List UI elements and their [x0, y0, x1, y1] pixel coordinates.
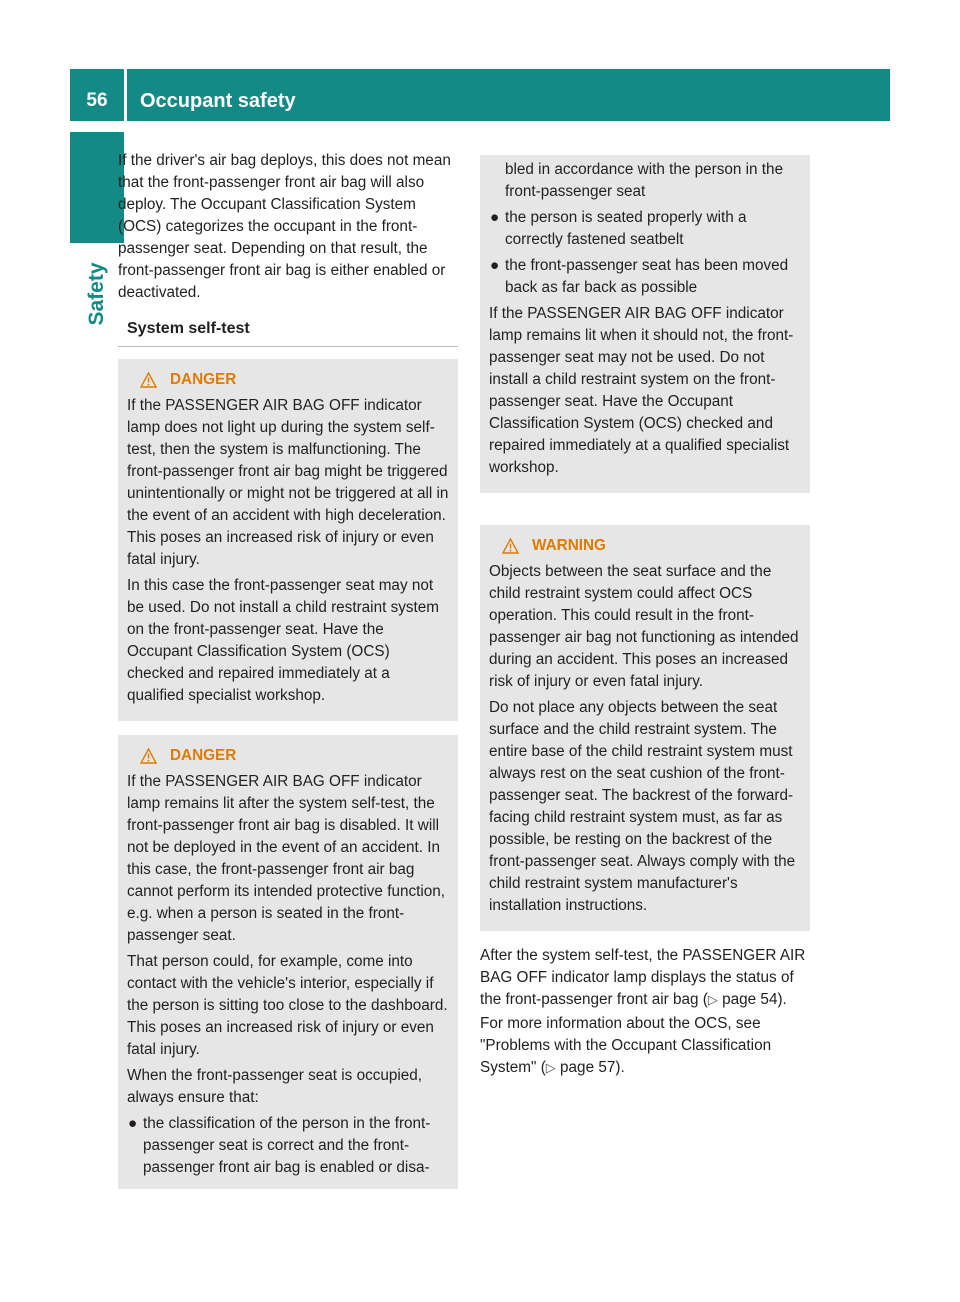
danger-box-1-header	[127, 369, 450, 391]
page-reference-link[interactable]: page 54	[722, 991, 778, 1008]
danger-title: DANGER	[170, 371, 237, 388]
warning-paragraph-1: Objects between the seat surface and the child restraint system could affect OCS operation. This could result in the front-passenger air bag not functioning as intended during an accident. This poses an increased risk of injury or even fatal injury.	[489, 563, 799, 690]
danger-box-2	[118, 735, 458, 1189]
xref-close: ).	[615, 1059, 625, 1076]
danger-2-paragraph-2: That person could, for example, come into contact with the vehicle's interior, especially if the person is sitting too close to the dashboard. This poses an increased risk of injury or even fatal injury.	[127, 953, 448, 1058]
warning-triangle-icon	[140, 372, 157, 388]
danger-2-bullet-list-part-1	[127, 1113, 450, 1179]
page-reference-link[interactable]: page 57	[560, 1059, 616, 1076]
header-divider	[124, 69, 127, 121]
warning-triangle-icon	[140, 748, 157, 764]
bullet-icon: ●	[490, 257, 500, 274]
list-item-continued-text: bled in accordance with the person in the front-passenger seat	[505, 161, 784, 200]
section-tab-marker	[70, 132, 124, 243]
right-column	[480, 155, 810, 1081]
page-ref-arrow-icon: ▷	[545, 1060, 556, 1075]
list-item-text: the classification of the person in the front-passenger seat is correct and the front-passenger front air bag is enabled or disa-	[143, 1115, 431, 1176]
warning-box-header	[489, 535, 802, 557]
list-item	[489, 207, 802, 251]
danger-2-bullet-list-part-2	[489, 207, 802, 299]
section-tab-label-wrap	[70, 244, 124, 344]
xref-open: (	[540, 1059, 546, 1076]
more-info-paragraph	[480, 1013, 810, 1079]
danger-box-2-header	[127, 745, 450, 767]
danger-2-paragraph-3: When the front-passenger seat is occupied, always ensure that:	[127, 1067, 423, 1106]
section-heading: System self-test	[118, 318, 458, 347]
warning-triangle-icon	[502, 538, 519, 554]
warning-box	[480, 525, 810, 931]
danger-1-paragraph-2: In this case the front-passenger seat may not be used. Do not install a child restraint system on the front-passenger seat. Have the Occupant Classification System (OCS) checked and repaired immediately at a qualified specialist workshop.	[127, 577, 440, 704]
warning-paragraph-2: Do not place any objects between the seat surface and the child restraint system. The entire base of the child restraint system must always rest on the seat cushion of the front-passenger seat. The backrest of the forward-facing child restraint system must, as far as possible, be resting on the backrest of the front-passenger seat. Always comply with the child restraint system manufacturer's installation instructions.	[489, 699, 796, 914]
bullet-icon: ●	[490, 209, 500, 226]
page-number: 56	[86, 90, 108, 111]
xref-close: ).	[777, 991, 787, 1008]
danger-box-1	[118, 359, 458, 721]
danger-box-2-continued	[480, 155, 810, 493]
after-test-text: After the system self-test, the PASSENGER AIR BAG OFF indicator lamp displays the status of the front-passenger front air bag	[480, 947, 806, 1008]
danger-2-paragraph-4: If the PASSENGER AIR BAG OFF indicator lamp remains lit when it should not, the front-passenger seat may not be used. Do not install a child restraint system on the front-passenger seat. Have the Occupant Classification System (OCS) checked and repaired immediately at a qualified specialist workshop.	[489, 305, 794, 476]
after-test-section	[480, 945, 810, 1079]
section-tab-label: Safety	[85, 262, 108, 326]
list-item-text: the front-passenger seat has been moved back as far back as possible	[505, 257, 789, 296]
bullet-icon: ●	[128, 1115, 138, 1132]
danger-2-paragraph-1: If the PASSENGER AIR BAG OFF indicator lamp remains lit after the system self-test, the front-passenger front air bag is disabled. It will not be deployed in the event of an accident. In this case, the front-passenger front air bag cannot perform its intended protective function, e.g. when a person is seated in the front-passenger seat.	[127, 773, 446, 944]
xref-open: (	[702, 991, 708, 1008]
warning-title: WARNING	[532, 537, 606, 554]
list-item	[127, 1113, 450, 1179]
danger-1-paragraph-1: If the PASSENGER AIR BAG OFF indicator lamp does not light up during the system self-test, then the system is malfunctioning. The front-passenger front air bag might be triggered unintentionally or might not be triggered at all in the event of an accident with high deceleration. This poses an increased risk of injury or even fatal injury.	[127, 397, 449, 568]
list-item-text: the person is seated properly with a correctly fastened seatbelt	[505, 209, 747, 248]
danger-title: DANGER	[170, 747, 237, 764]
intro-paragraph: If the driver's air bag deploys, this does not mean that the front-passenger front air bag will also deploy. The Occupant Classification System (OCS) categorizes the occupant in the front-passenger seat. Depending on that result, the front-passenger front air bag is either enabled or deactivated.	[118, 152, 451, 301]
left-column	[118, 150, 458, 1203]
page-title: Occupant safety	[140, 90, 296, 112]
page-ref-arrow-icon: ▷	[707, 992, 718, 1007]
more-info-text: For more information about the OCS, see "Problems with the Occupant Classification System"	[480, 1015, 772, 1076]
after-test-paragraph	[480, 945, 810, 1011]
list-item	[489, 255, 802, 299]
